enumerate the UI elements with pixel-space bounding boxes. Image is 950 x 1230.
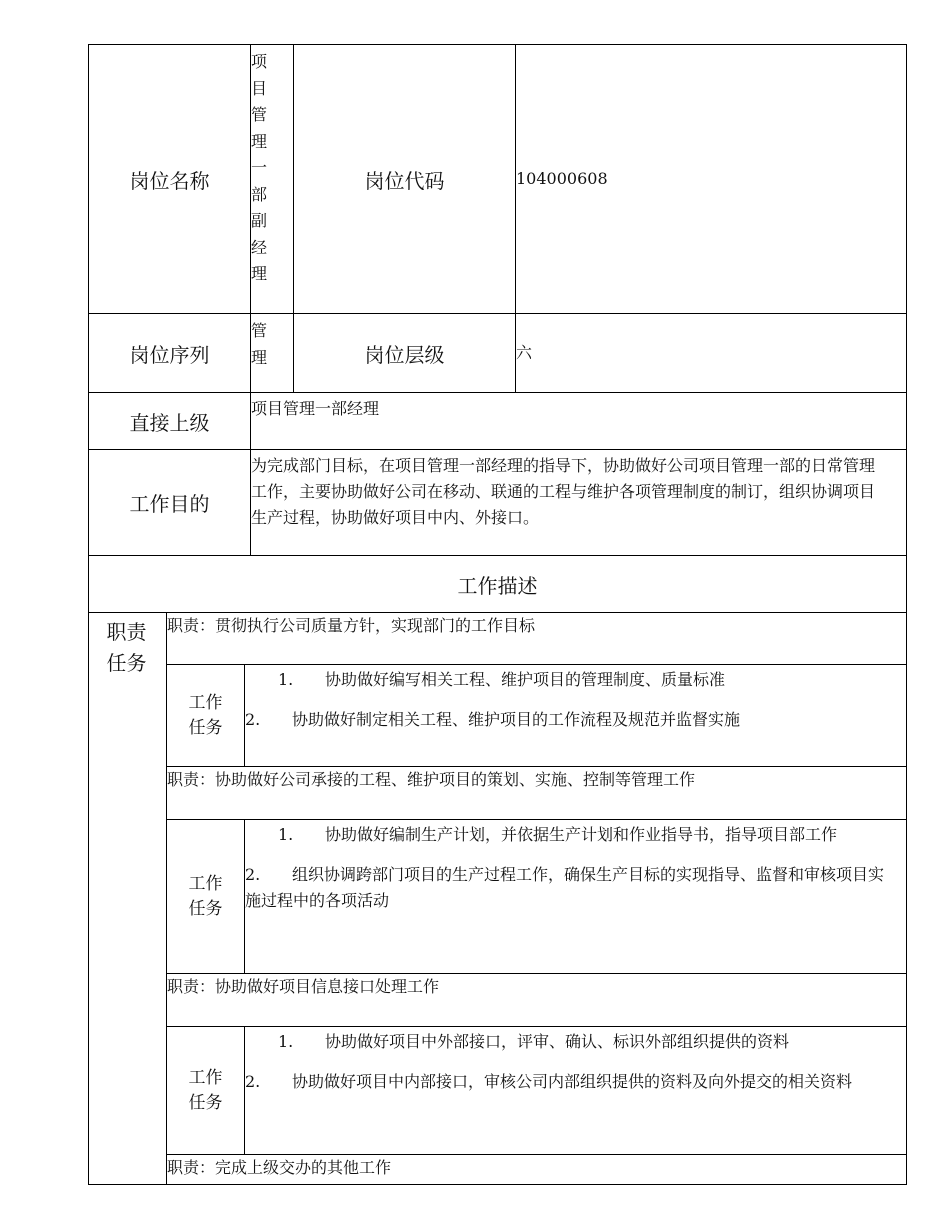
task-number: 2. — [245, 710, 261, 729]
task-number: 1. — [278, 670, 294, 689]
superior-label-cell — [88, 392, 251, 450]
task-item — [245, 822, 906, 848]
post-level-label: 岗位层级 — [364, 342, 445, 367]
duty-title-cell — [166, 973, 907, 1027]
task-number: 1. — [278, 1032, 294, 1051]
task-label-cell — [166, 1026, 245, 1155]
post-name-value-cell — [250, 44, 294, 314]
post-name-label: 岗位名称 — [129, 168, 210, 193]
superior-value: 项目管理一部经理 — [251, 399, 380, 418]
task-item — [245, 862, 906, 914]
task-text: 组织协调跨部门项目的生产过程工作，确保生产目标的实现指导、监督和审核项目实施过程中的各项活动 — [245, 865, 885, 910]
task-label-cell — [166, 664, 245, 767]
duty-title: 职责：贯彻执行公司质量方针，实现部门的工作目标 — [167, 616, 536, 635]
duty-title: 职责：协助做好项目信息接口处理工作 — [167, 977, 440, 996]
responsibility-label: 职责任务 — [106, 620, 147, 675]
superior-value-cell — [250, 392, 907, 450]
task-text: 协助做好制定相关工程、维护项目的工作流程及规范并监督实施 — [292, 710, 741, 729]
post-level-value-cell — [515, 313, 907, 393]
task-text: 协助做好编制生产计划，并依据生产计划和作业指导书，指导项目部工作 — [325, 825, 838, 844]
post-name-value: 项目管理一部副经理 — [251, 52, 268, 283]
post-series-label-cell — [88, 313, 251, 393]
task-text: 协助做好项目中外部接口，评审、确认、标识外部组织提供的资料 — [325, 1032, 790, 1051]
task-text: 协助做好项目中内部接口，审核公司内部组织提供的资料及向外提交的相关资料 — [292, 1072, 853, 1091]
purpose-label: 工作目的 — [129, 492, 210, 516]
task-label-cell — [166, 819, 245, 974]
task-number: 2. — [245, 865, 261, 884]
duty-title-cell — [166, 612, 907, 665]
task-label: 工作任务 — [188, 692, 223, 738]
task-label: 工作任务 — [188, 1067, 223, 1113]
task-item — [245, 1029, 906, 1055]
post-series-value-cell — [250, 313, 294, 393]
work-description-title: 工作描述 — [457, 573, 538, 598]
task-item — [245, 707, 906, 733]
post-code-value-cell — [515, 44, 907, 314]
task-item — [245, 1069, 906, 1095]
task-list-cell — [244, 664, 907, 767]
task-label: 工作任务 — [188, 873, 223, 919]
post-level-value: 六 — [516, 343, 533, 362]
task-list-cell — [244, 1026, 907, 1155]
post-code-label-cell — [293, 44, 516, 314]
duty-title: 职责：完成上级交办的其他工作 — [167, 1158, 392, 1177]
post-code-label: 岗位代码 — [364, 168, 445, 193]
superior-label: 直接上级 — [129, 410, 210, 435]
post-name-label-cell — [88, 44, 251, 314]
purpose-value-cell — [250, 449, 907, 556]
purpose-value: 为完成部门目标，在项目管理一部经理的指导下，协助做好公司项目管理一部的日常管理工作，主要协助做好公司在移动、联通的工程与维护各项管理制度的制订，组织协调项目生产过程，协助做好项目中内、外接口。 — [251, 456, 876, 527]
task-number: 1. — [278, 825, 294, 844]
post-series-value: 管理 — [251, 321, 268, 367]
post-level-label-cell — [293, 313, 516, 393]
work-description-title-cell — [88, 555, 907, 613]
task-number: 2. — [245, 1072, 261, 1091]
purpose-label-cell — [88, 449, 251, 556]
responsibility-label-cell — [88, 612, 167, 1185]
task-item — [245, 667, 906, 693]
task-text: 协助做好编写相关工程、维护项目的管理制度、质量标准 — [325, 670, 726, 689]
duty-title-cell — [166, 766, 907, 820]
job-description-table — [88, 44, 907, 1185]
duty-title: 职责：协助做好公司承接的工程、维护项目的策划、实施、控制等管理工作 — [167, 770, 696, 789]
duty-title-cell — [166, 1154, 907, 1185]
task-list-cell — [244, 819, 907, 974]
post-code-value: 104000608 — [516, 169, 608, 188]
post-series-label: 岗位序列 — [129, 342, 210, 367]
